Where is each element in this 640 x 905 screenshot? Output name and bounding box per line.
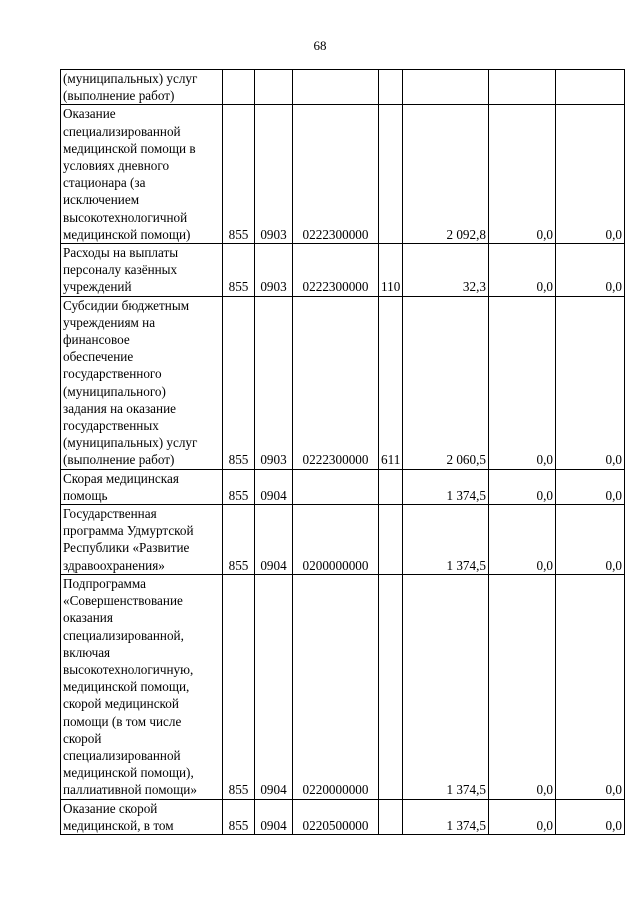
- cell-name-line: (муниципального): [63, 383, 166, 399]
- cell-vr: [379, 574, 403, 799]
- cell-sum-year1: 1 374,5: [403, 469, 489, 504]
- cell-name-line: (муниципальных) услуг: [63, 435, 198, 451]
- table-row: [61, 105, 625, 244]
- cell-ved: [223, 70, 255, 105]
- cell-name-line: (выполнение работ): [63, 88, 175, 104]
- cell-ved: 855: [223, 469, 255, 504]
- cell-sum-year1: 32,3: [403, 244, 489, 297]
- cell-vr: [379, 505, 403, 575]
- cell-name-line: специализированной: [63, 123, 181, 139]
- cell-name-line: государственного: [63, 366, 162, 382]
- cell-name-line: медицинской помощи): [63, 226, 191, 242]
- cell-rz: 0904: [255, 799, 293, 834]
- cell-rz: [255, 70, 293, 105]
- cell-name: [61, 244, 223, 297]
- cell-sum-year1: 1 374,5: [403, 505, 489, 575]
- cell-vr: [379, 70, 403, 105]
- table-row: [61, 799, 625, 834]
- cell-vr: [379, 469, 403, 504]
- cell-name-line: финансовое: [63, 332, 130, 348]
- cell-name: [61, 799, 223, 834]
- budget-table: [60, 69, 625, 835]
- cell-name-line: Расходы на выплаты: [63, 245, 179, 261]
- cell-name-line: (муниципальных) услуг: [63, 71, 198, 86]
- cell-rz: 0903: [255, 296, 293, 469]
- cell-name-line: (выполнение работ): [63, 452, 175, 468]
- cell-csr: [293, 469, 379, 504]
- cell-name-line: учреждений: [63, 279, 132, 295]
- cell-name: [61, 70, 223, 105]
- cell-name-line: Оказание: [63, 106, 116, 122]
- cell-sum-year1: 1 374,5: [403, 574, 489, 799]
- cell-rz: 0903: [255, 105, 293, 244]
- cell-sum-year1: [403, 70, 489, 105]
- cell-name-line: Оказание скорой: [63, 800, 158, 816]
- cell-csr: 0200000000: [293, 505, 379, 575]
- cell-sum-year3: 0,0: [556, 574, 625, 799]
- cell-ved: 855: [223, 296, 255, 469]
- cell-name-line: здравоохранения»: [63, 557, 165, 573]
- cell-name-line: скорой медицинской: [63, 696, 179, 712]
- cell-name-line: программа Удмуртской: [63, 523, 194, 539]
- cell-name-line: помощи (в том числе: [63, 713, 182, 729]
- cell-name-line: помощь: [63, 487, 108, 503]
- table-row: [61, 505, 625, 575]
- cell-name: [61, 505, 223, 575]
- cell-name-line: медицинской помощи),: [63, 765, 194, 781]
- table-row: [61, 244, 625, 297]
- cell-name: [61, 105, 223, 244]
- cell-name-line: высокотехнологичной: [63, 209, 188, 225]
- cell-name-line: персоналу казённых: [63, 262, 178, 278]
- cell-name: [61, 296, 223, 469]
- cell-vr: 110: [379, 244, 403, 297]
- cell-sum-year2: [489, 70, 556, 105]
- cell-sum-year3: 0,0: [556, 505, 625, 575]
- cell-name-line: стационара (за: [63, 175, 146, 191]
- cell-rz: 0904: [255, 505, 293, 575]
- table-row: [61, 70, 625, 105]
- cell-csr: 0222300000: [293, 244, 379, 297]
- table-row: [61, 469, 625, 504]
- cell-sum-year3: 0,0: [556, 105, 625, 244]
- cell-ved: 855: [223, 505, 255, 575]
- cell-name-line: Подпрограмма: [63, 575, 147, 591]
- cell-csr: [293, 70, 379, 105]
- cell-sum-year3: [556, 70, 625, 105]
- cell-ved: 855: [223, 574, 255, 799]
- cell-ved: 855: [223, 105, 255, 244]
- page-number: 68: [313, 38, 327, 53]
- cell-name-line: оказания: [63, 610, 113, 626]
- cell-name-line: включая: [63, 644, 111, 660]
- cell-name-line: Скорая медицинская: [63, 470, 179, 486]
- cell-name: [61, 574, 223, 799]
- cell-sum-year2: 0,0: [489, 244, 556, 297]
- cell-rz: 0904: [255, 574, 293, 799]
- cell-vr: 611: [379, 296, 403, 469]
- cell-sum-year2: 0,0: [489, 799, 556, 834]
- cell-vr: [379, 105, 403, 244]
- table-body: [61, 70, 625, 835]
- cell-name-line: специализированной: [63, 747, 181, 763]
- cell-name-line: Республики «Развитие: [63, 540, 190, 556]
- cell-name-line: государственных: [63, 418, 159, 434]
- table-row: [61, 574, 625, 799]
- cell-name-line: медицинской помощи,: [63, 679, 190, 695]
- cell-name-line: «Совершенствование: [63, 593, 183, 609]
- cell-name-line: Субсидии бюджетным: [63, 297, 190, 313]
- cell-sum-year2: 0,0: [489, 296, 556, 469]
- cell-name: [61, 469, 223, 504]
- cell-sum-year2: 0,0: [489, 469, 556, 504]
- cell-csr: 0222300000: [293, 296, 379, 469]
- cell-name-line: обеспечение: [63, 349, 134, 365]
- cell-csr: 0222300000: [293, 105, 379, 244]
- cell-name-line: учреждениям на: [63, 314, 156, 330]
- cell-sum-year2: 0,0: [489, 505, 556, 575]
- cell-sum-year1: 2 092,8: [403, 105, 489, 244]
- cell-name-line: задания на оказание: [63, 400, 176, 416]
- cell-name-line: высокотехнологичную,: [63, 661, 194, 677]
- cell-rz: 0904: [255, 469, 293, 504]
- cell-sum-year3: 0,0: [556, 799, 625, 834]
- cell-rz: 0903: [255, 244, 293, 297]
- cell-sum-year2: 0,0: [489, 105, 556, 244]
- cell-sum-year3: 0,0: [556, 244, 625, 297]
- cell-csr: 0220500000: [293, 799, 379, 834]
- cell-ved: 855: [223, 799, 255, 834]
- cell-name-line: скорой: [63, 730, 102, 746]
- cell-sum-year1: 2 060,5: [403, 296, 489, 469]
- cell-ved: 855: [223, 244, 255, 297]
- cell-sum-year3: 0,0: [556, 469, 625, 504]
- cell-name-line: медицинской помощи в: [63, 140, 196, 156]
- cell-name-line: паллиативной помощи»: [63, 782, 197, 798]
- cell-name-line: Государственная: [63, 506, 157, 522]
- cell-csr: 0220000000: [293, 574, 379, 799]
- cell-name-line: медицинской, в том: [63, 817, 174, 833]
- cell-sum-year2: 0,0: [489, 574, 556, 799]
- table-row: [61, 296, 625, 469]
- cell-name-line: условиях дневного: [63, 158, 170, 174]
- cell-name-line: специализированной,: [63, 627, 184, 643]
- cell-vr: [379, 799, 403, 834]
- cell-sum-year3: 0,0: [556, 296, 625, 469]
- cell-sum-year1: 1 374,5: [403, 799, 489, 834]
- cell-name-line: исключением: [63, 192, 140, 208]
